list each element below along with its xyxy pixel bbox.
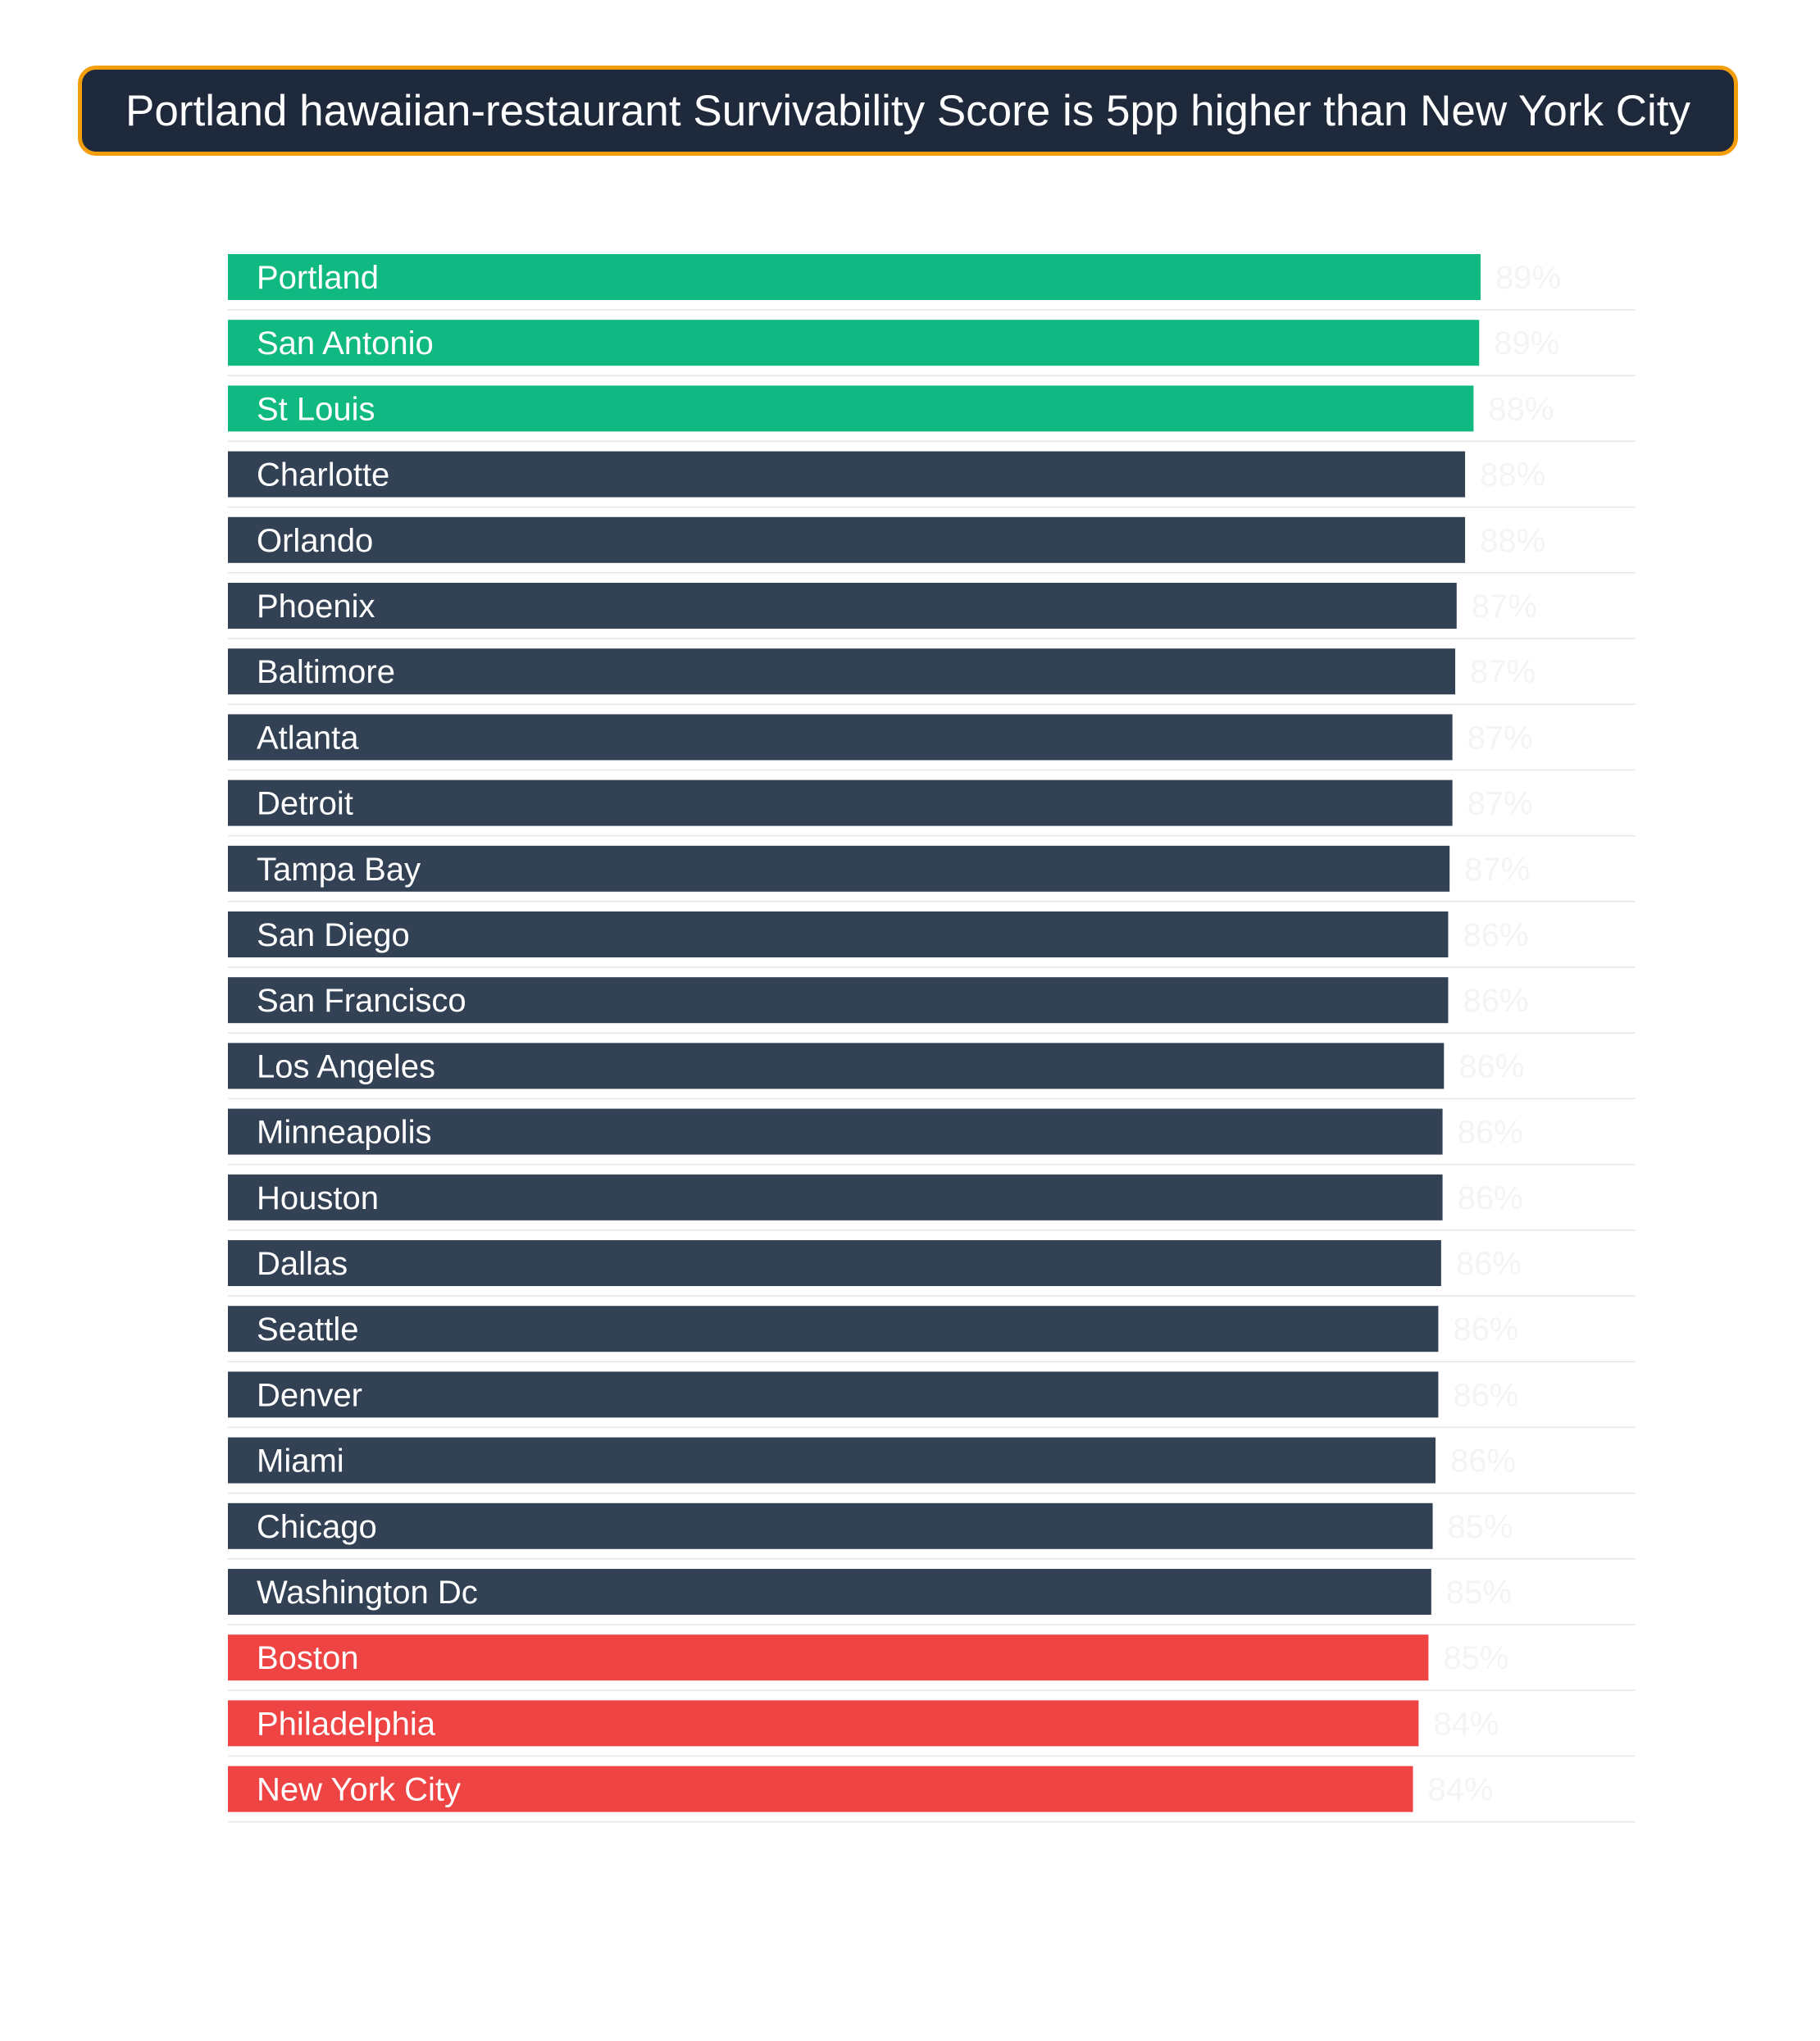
bar-middle [228,714,1453,760]
bar-category-label: St Louis [257,391,375,428]
bar-category-label: Charlotte [257,457,390,493]
bar-value-label: 84% [1427,1771,1494,1808]
bar-value-label: 86% [1457,1114,1523,1151]
bar-value-label: 87% [1464,851,1531,888]
bar-value-label: 88% [1488,391,1554,428]
bar-middle [228,1503,1433,1549]
bar-top [228,254,1481,300]
bar-value-label: 88% [1480,457,1546,493]
bar-category-label: Dallas [257,1246,348,1282]
bar-value-label: 87% [1467,785,1533,822]
bar-category-label: Minneapolis [257,1114,432,1151]
chart-title: Portland hawaiian-restaurant Survivability Score is 5pp higher than New York City [125,86,1690,135]
bar-middle [228,780,1453,826]
bar-category-label: Washington Dc [257,1575,478,1611]
bar-middle [228,452,1465,498]
bar-value-label: 88% [1480,522,1546,559]
bar-value-label: 84% [1433,1706,1499,1743]
bar-category-label: San Antonio [257,325,434,362]
bar-middle [228,1175,1443,1221]
bar-value-label: 89% [1494,325,1560,362]
bar-category-label: Philadelphia [257,1706,435,1743]
bar-category-label: Atlanta [257,720,359,757]
bar-category-label: Portland [257,260,379,296]
bar-value-label: 86% [1463,917,1529,953]
bar-category-label: Denver [257,1377,362,1414]
bar-category-label: Los Angeles [257,1048,435,1085]
bar-bottom [228,1634,1428,1680]
bar-category-label: Tampa Bay [257,851,421,888]
bar-category-label: Houston [257,1180,379,1216]
bar-middle [228,911,1448,957]
bar-top [228,385,1473,431]
bar-value-label: 86% [1449,1443,1517,1480]
bar-middle [228,583,1457,629]
bar-category-label: Chicago [257,1508,377,1545]
bar-middle [228,1438,1436,1484]
bar-category-label: Miami [257,1443,344,1480]
bar-middle [228,1240,1441,1286]
bar-middle [228,1306,1438,1352]
bar-value-label: 89% [1495,260,1562,296]
bar-category-label: San Diego [257,917,410,953]
bar-middle [228,1371,1438,1417]
bar-middle [228,648,1455,694]
bar-category-label: New York City [257,1771,461,1808]
bar-category-label: Phoenix [257,589,375,625]
bar-value-label: 85% [1447,1508,1513,1545]
bar-value-label: 86% [1458,1048,1525,1085]
bar-value-label: 86% [1463,983,1529,1020]
bar-value-label: 86% [1457,1180,1523,1216]
bar-value-label: 87% [1471,589,1537,625]
bar-category-label: Boston [257,1640,359,1677]
bar-category-label: San Francisco [257,983,466,1020]
bar-category-label: Baltimore [257,654,395,691]
bar-category-label: Orlando [257,522,374,559]
bar-category-label: Detroit [257,785,353,822]
bar-value-label: 86% [1453,1311,1519,1348]
bar-value-label: 85% [1445,1575,1512,1611]
bar-value-label: 86% [1453,1377,1519,1414]
bar-value-label: 87% [1467,720,1533,757]
bar-value-label: 86% [1455,1246,1522,1282]
bar-value-label: 85% [1443,1640,1509,1677]
bar-value-label: 87% [1470,654,1536,691]
bar-category-label: Seattle [257,1311,359,1348]
bar-middle [228,517,1465,563]
